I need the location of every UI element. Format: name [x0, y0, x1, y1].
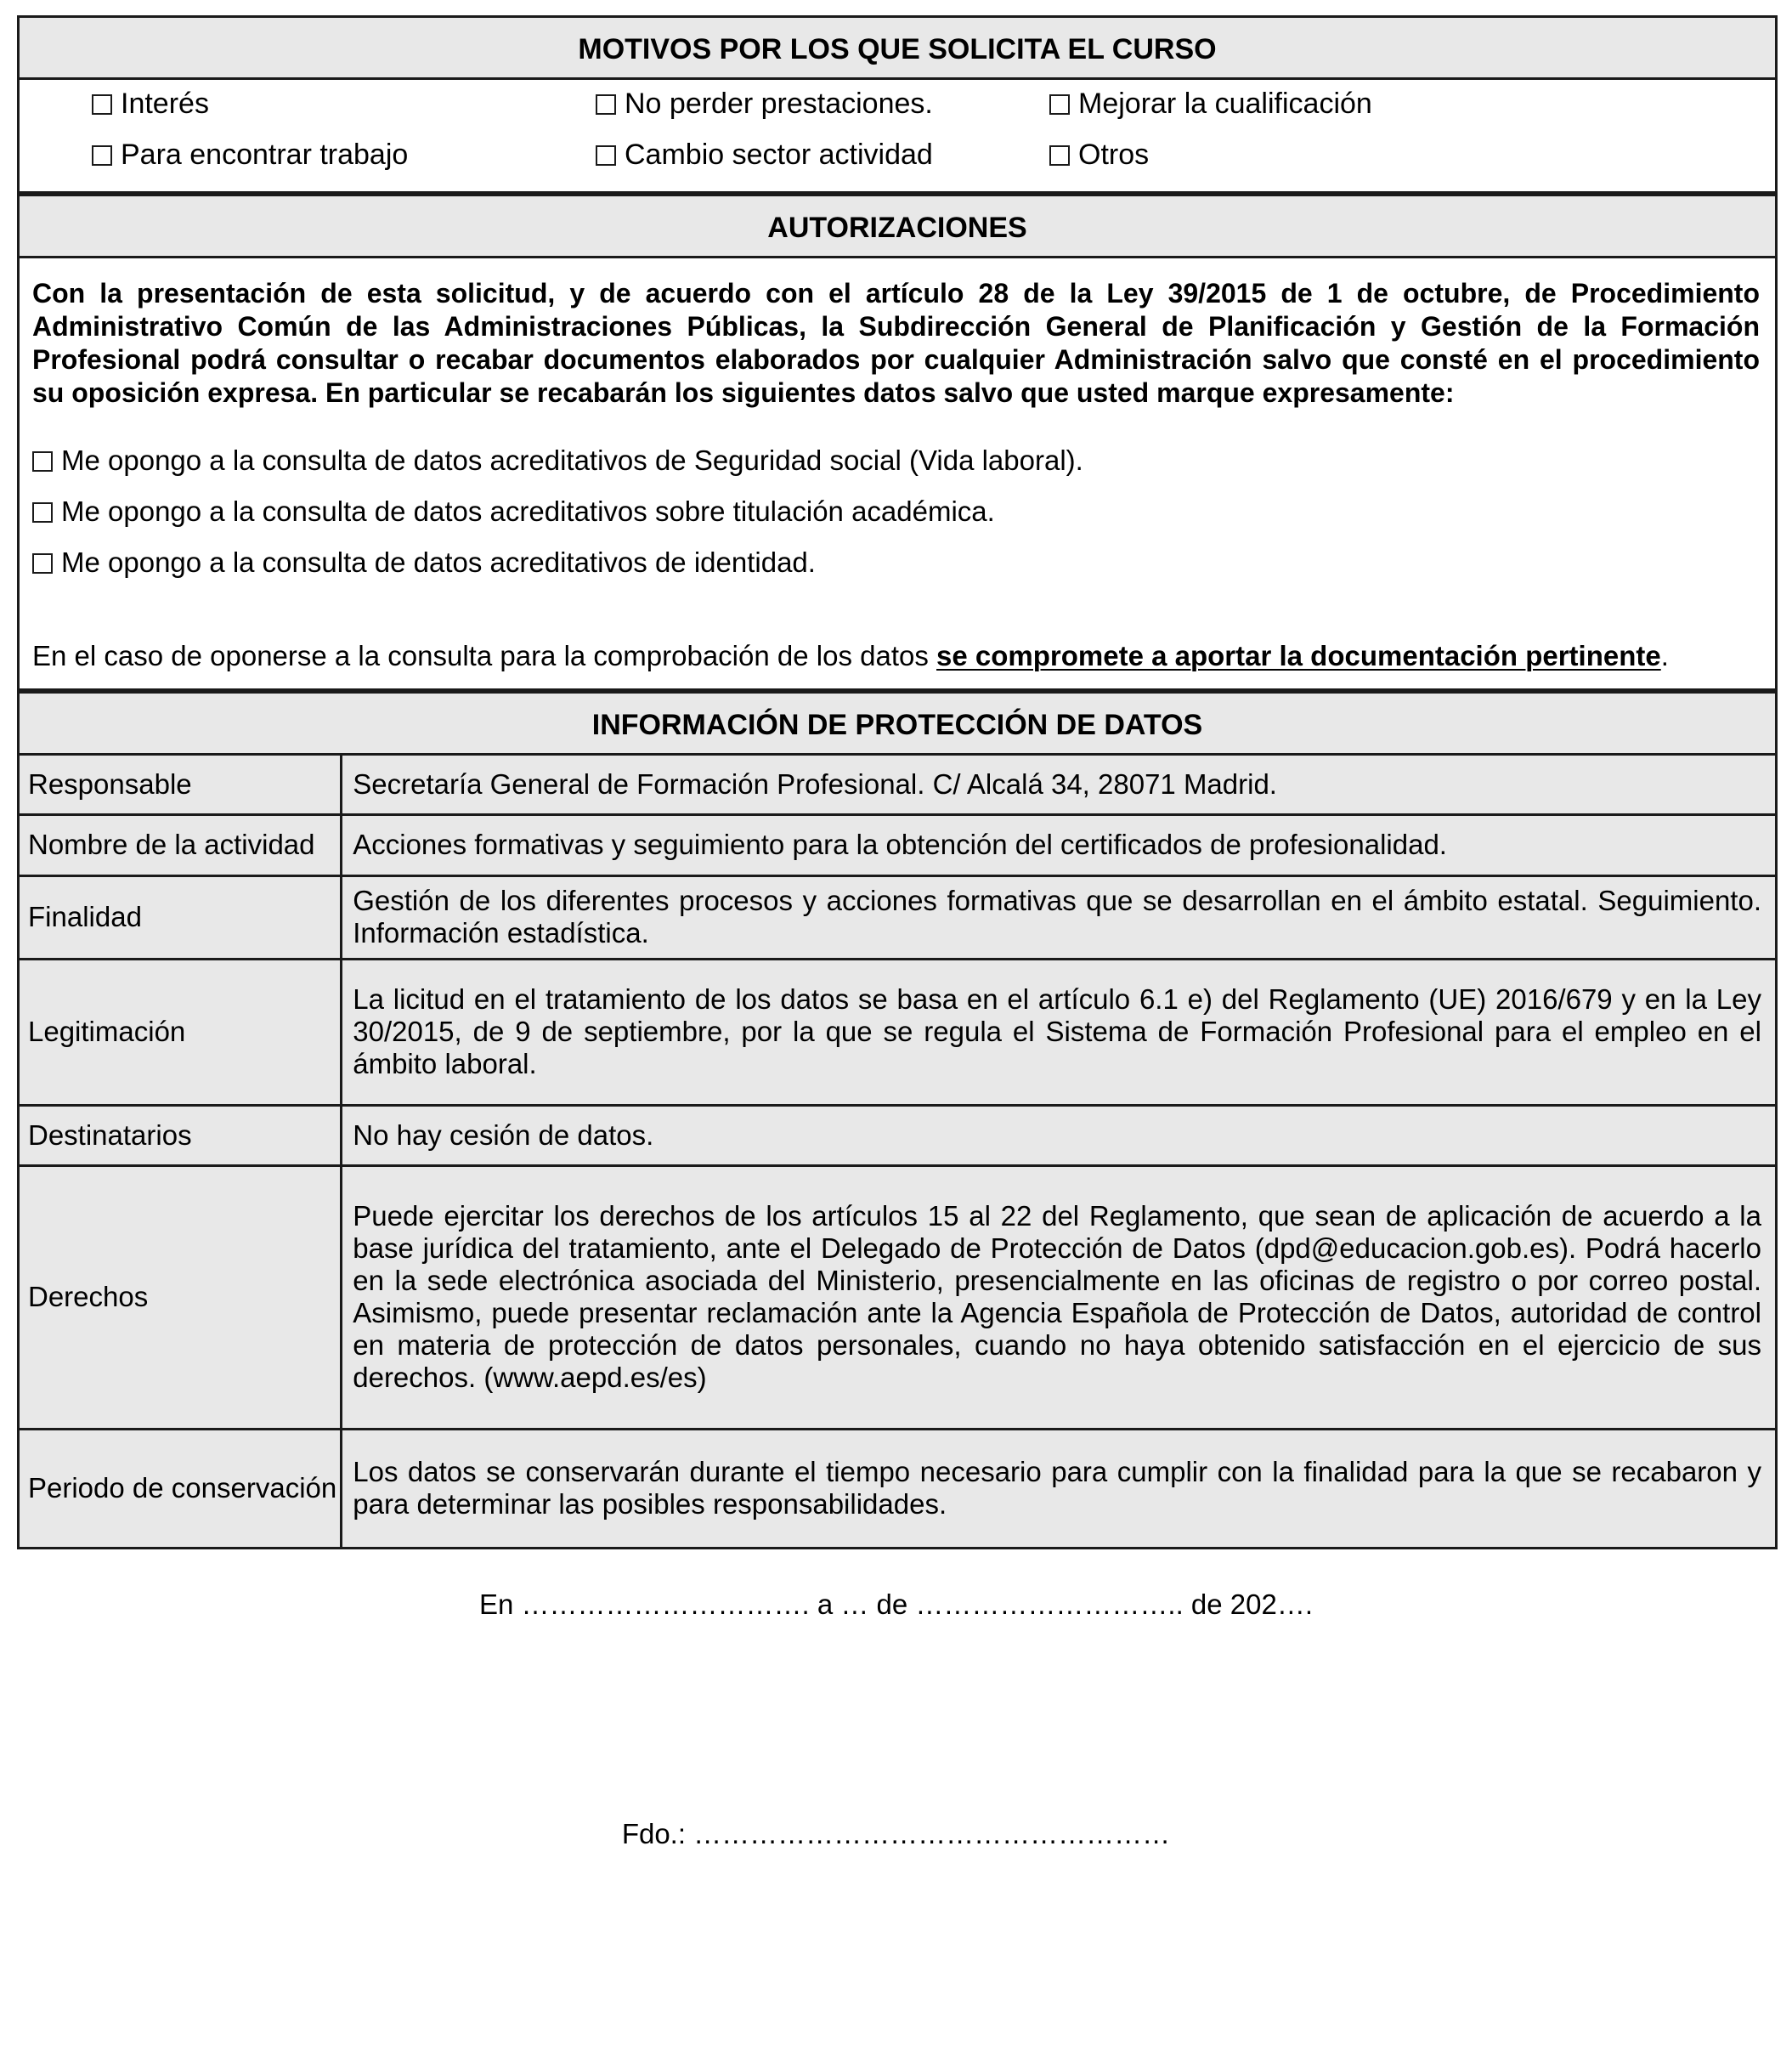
checkbox-icon[interactable]: [1049, 94, 1070, 115]
note-underlined: se compromete a aportar la documentación pertinente: [936, 640, 1661, 671]
option-label: Otros: [1078, 139, 1150, 171]
row-value: Secretaría General de Formación Profesional. C/ Alcalá 34, 28071 Madrid.: [353, 767, 1277, 800]
option-label: No perder prestaciones.: [625, 88, 933, 120]
row-label: Destinatarios: [20, 1105, 342, 1165]
proteccion-table: [20, 756, 1775, 1547]
row-label: Finalidad: [20, 875, 342, 959]
application-form: [17, 15, 1778, 1549]
row-value: La licitud en el tratamiento de los datos se basa en el artículo 6.1 e) del Reglamento (UE) 2016/679 y en la Ley 30/2015, de 9 de septiembre, por la que se regula el Sistema de Formación Profesional para el empleo en el ámbito laboral.: [342, 959, 1775, 1105]
note-prefix: En el caso de oponerse a la consulta para la comprobación de los datos: [32, 640, 937, 671]
opposition-label: Me opongo a la consulta de datos acreditativos sobre titulación académica.: [61, 496, 995, 527]
checkbox-option-otros[interactable]: [1049, 138, 1149, 172]
motivos-options: [20, 80, 1775, 191]
table-row: [20, 1429, 1775, 1547]
option-label: Cambio sector actividad: [625, 139, 933, 171]
table-row: [20, 814, 1775, 875]
autorizaciones-note: [32, 639, 1760, 673]
row-label: Legitimación: [20, 959, 342, 1105]
opposition-list: [32, 444, 1760, 597]
checkbox-option-no-perder-prestaciones[interactable]: [596, 87, 933, 121]
proteccion-datos-section: [17, 691, 1778, 1549]
row-label: Nombre de la actividad: [20, 814, 342, 875]
checkbox-option-encontrar-trabajo[interactable]: [92, 138, 408, 172]
table-row: [20, 756, 1775, 814]
date-line: En …………………………. a … de ……………………….. de 202….: [478, 1588, 1314, 1620]
option-label: Interés: [121, 88, 209, 120]
row-label: Derechos: [20, 1165, 342, 1429]
table-row: [20, 875, 1775, 959]
autorizaciones-title: AUTORIZACIONES: [20, 196, 1775, 258]
checkbox-icon[interactable]: [32, 553, 53, 574]
autorizaciones-section: [17, 194, 1778, 691]
checkbox-oppose-seguridad-social[interactable]: [32, 444, 1760, 495]
opposition-label: Me opongo a la consulta de datos acreditativos de Seguridad social (Vida laboral).: [61, 445, 1083, 476]
checkbox-icon[interactable]: [32, 502, 53, 523]
row-value: Puede ejercitar los derechos de los artículos 15 al 22 del Reglamento, que sean de aplicación de acuerdo a la base jurídica del tratamiento, ante el Delegado de Protección de Datos (dpd@educacion.gob.es). Podrá hacerlo en la sede electrónica asociada del Ministerio, presencialmente en las oficinas de registro o por correo postal. Asimismo, puede presentar reclamación ante la Agencia Española de Protección de Datos, autoridad de control en materia de protección de datos personales, cuando no haya obtenido satisfacción en el ejercicio de sus derechos. (www.aepd.es/es): [342, 1165, 1775, 1429]
checkbox-icon[interactable]: [92, 94, 112, 115]
row-label: Responsable: [20, 756, 342, 814]
row-value: Acciones formativas y seguimiento para la obtención del certificados de profesionalidad.: [342, 814, 1775, 875]
table-row: [20, 1165, 1775, 1429]
autorizaciones-body: [20, 258, 1775, 688]
checkbox-icon[interactable]: [92, 145, 112, 166]
option-label: Para encontrar trabajo: [121, 139, 409, 171]
signature-line: Fdo.: ……………………………………………: [621, 1818, 1171, 1849]
checkbox-icon[interactable]: [596, 145, 616, 166]
row-value: No hay cesión de datos.: [342, 1105, 1775, 1165]
row-label: Periodo de conservación: [20, 1429, 342, 1547]
autorizaciones-paragraph: Con la presentación de esta solicitud, y de acuerdo con el artículo 28 de la Ley 39/2015 de 1 de octubre, de Procedimiento Administrativo Común de las Administraciones Públicas, la Subdirección General de Planificación y Gestión de la Formación Profesional podrá consultar o recabar documentos elaborados por cualquier Administración salvo que consté en el procedimiento su oposición expresa. En particular se recabarán los siguientes datos salvo que usted marque expresamente:: [32, 278, 1760, 408]
motivos-section: [17, 15, 1778, 194]
table-row: [20, 1105, 1775, 1165]
checkbox-option-interes[interactable]: [92, 87, 209, 121]
opposition-label: Me opongo a la consulta de datos acreditativos de identidad.: [61, 546, 816, 578]
motivos-title: MOTIVOS POR LOS QUE SOLICITA EL CURSO: [20, 18, 1775, 80]
checkbox-option-cambio-sector[interactable]: [596, 138, 933, 172]
checkbox-oppose-identidad[interactable]: [32, 546, 1760, 597]
note-suffix: .: [1660, 640, 1669, 671]
checkbox-icon[interactable]: [596, 94, 616, 115]
row-value: Gestión de los diferentes procesos y acciones formativas que se desarrollan en el ámbito estatal. Seguimiento. Información estadística.: [342, 875, 1775, 959]
option-label: Mejorar la cualificación: [1078, 88, 1372, 120]
checkbox-option-mejorar-cualificacion[interactable]: [1049, 87, 1372, 121]
checkbox-icon[interactable]: [32, 451, 53, 472]
proteccion-title: INFORMACIÓN DE PROTECCIÓN DE DATOS: [20, 694, 1775, 756]
checkbox-oppose-titulacion[interactable]: [32, 495, 1760, 546]
checkbox-icon[interactable]: [1049, 145, 1070, 166]
table-row: [20, 959, 1775, 1105]
row-value: Los datos se conservarán durante el tiempo necesario para cumplir con la finalidad para la que se recabaron y para determinar las posibles responsabilidades.: [342, 1429, 1775, 1547]
